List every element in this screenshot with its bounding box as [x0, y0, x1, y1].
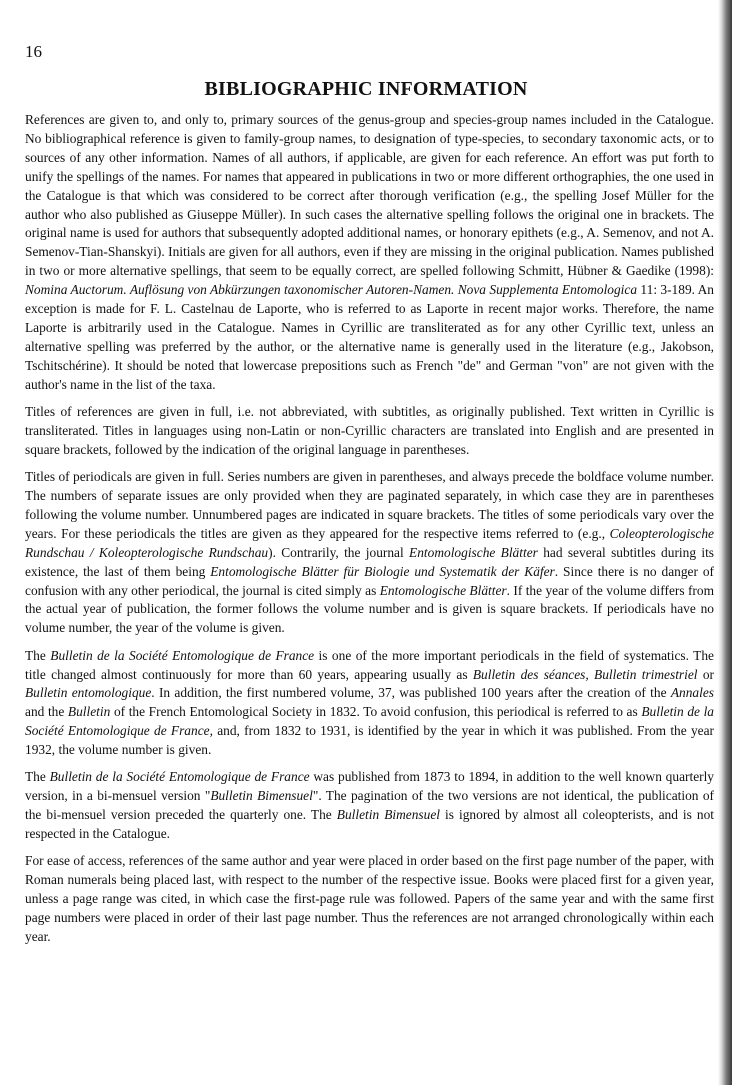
- text-run: ". The pagination of the two versions are not identical, the publication of the bi-mensuel version preceded the quarterly one. The: [25, 788, 714, 823]
- text-run: . Since there is no danger of confusion with any other periodical, the journal is cited simply as: [25, 563, 714, 598]
- text-run: ). Contrarily, the journal: [268, 544, 410, 560]
- text-run: Titles of references are given in full, i.e. not abbreviated, with subtitles, as originally published. Text written in Cyrillic is transliterated. Titles in languages using non-Latin or non-Cyrillic characters are translated into English and are presented in square brackets, followed by the indication of the original language in parentheses.: [25, 403, 714, 457]
- italic-text-run: Annales: [670, 685, 714, 701]
- text-run: . If the year of the volume differs from the actual year of publication, the former follows the volume number and is given is square brackets. If periodicals have no volume number, the year of the volume is given.: [25, 582, 714, 636]
- text-run: and the: [25, 704, 68, 720]
- italic-text-run: Bulletin Bimensuel: [210, 788, 313, 804]
- paragraph: [25, 403, 714, 460]
- italic-text-run: Bulletin: [67, 704, 111, 720]
- text-run: or: [697, 666, 714, 682]
- paragraph: [25, 468, 714, 638]
- text-run: References are given to, and only to, primary sources of the genus-group and species-group names included in the Catalogue. No bibliographical reference is given to family-group names, to designation of type-species, to secondary taxonomic acts, or to sources of any other information. Names of all authors, if applicable, are given for each reference. An effort was put forth to unify the spellings of the names. For names that appeared in publications in two or more different orthographies, the one used in the Catalogue is that which was considered to be correct after thorough verification (e.g., the spelling Josef Müller for the author who also published as Giuseppe Müller). In such cases the alternative spelling follows the original one in brackets. The original name is used for authors that subsequently adopted additional names, or honorary epithets (e.g., A. Semenov, and not A. Semenov-Tian-Shanskyi). Initials are given for all authors, even if they are missing in the original publication. Names published in two or more alternative spellings, that seem to be equally correct, are spelled following Schmitt, Hübner & Gaedike (1998):: [25, 112, 714, 279]
- text-run: For ease of access, references of the same author and year were placed in order based on the first page number of the paper, with Roman numerals being placed last, with respect to the number of the respective issue. Books were placed first for a given year, unless a page range was cited, in which case the first-page rule was followed. Papers of the same year and with the same first page numbers were placed in order of their last page number. Thus the references are not arranged chronologically within each year.: [25, 853, 714, 945]
- italic-text-run: Bulletin des séances, Bulletin trimestriel: [472, 666, 698, 682]
- page-number: 16: [25, 42, 42, 61]
- italic-text-run: Bulletin entomologique: [25, 685, 152, 701]
- page-edge-shadow: [718, 0, 732, 1085]
- text-run: was published from 1873 to 1894, in addition to the well known quarterly version, in a bi-mensuel version ": [25, 769, 715, 804]
- text-run: The: [25, 769, 50, 785]
- paragraph: [25, 111, 714, 395]
- paragraph: [25, 768, 714, 844]
- italic-text-run: Bulletin de la Société Entomologique de France,: [25, 704, 714, 739]
- italic-text-run: Entomologische Blätter für Biologie und Systematik der Käfer: [210, 563, 555, 579]
- text-run: is ignored by almost all coleopterists, and is not respected in the Catalogue.: [25, 807, 715, 842]
- italic-text-run: Bulletin de la Société Entomologique de France: [49, 769, 310, 785]
- text-run: . In addition, the first numbered volume, 37, was published 100 years after the creation of the: [151, 685, 671, 701]
- text-run: of the French Entomological Society in 1832. To avoid confusion, this periodical is referred to as: [110, 704, 642, 720]
- text-run: The: [25, 647, 51, 663]
- text-run: 11: 3-189. An exception is made for F. L. Castelnau de Laporte, who is referred to as Laporte in recent major works. Therefore, the name Laporte is arbitrarily used in the Catalogue. Names in Cyrillic are transliterated as for any other Cyrillic text, unless an alternative spelling was preferred by the author, or the alternative name is generally used in the literature (e.g., Jakobson, Tschitschérine). It should be noted that lowercase prepositions such as French "de" and German "von" are not given with the author's name in the list of the taxa.: [25, 282, 714, 392]
- paragraph: [25, 852, 714, 947]
- page-title: BIBLIOGRAPHIC INFORMATION: [204, 78, 528, 100]
- text-run: had several subtitles during its existence, the last of them being: [25, 544, 715, 579]
- italic-text-run: Bulletin de la Société Entomologique de France: [50, 647, 315, 663]
- text-run: Titles of periodicals are given in full. Series numbers are given in parentheses, and always precede the boldface volume number. The numbers of separate issues are only provided when they are paginated separately, in which case they are in parentheses following the volume number. Unnumbered pages are indicated in square brackets. The titles of some periodicals vary over the years. For these periodicals the titles are given as they appeared for the respective items referred to (e.g.,: [25, 469, 714, 541]
- italic-text-run: Bulletin Bimensuel: [336, 807, 441, 823]
- italic-text-run: Coleopterologische Rundschau / Koleopterologische Rundschau: [25, 525, 714, 560]
- text-run: is one of the more important periodicals in the field of systematics. The title changed almost continuously for more than 60 years, appearing usually as: [25, 647, 715, 682]
- italic-text-run: Nomina Auctorum. Auflösung von Abkürzungen taxonomischer Autoren-Namen. Nova Supplementa Entomologica: [25, 282, 638, 298]
- body-text: [25, 111, 714, 955]
- italic-text-run: Entomologische Blätter: [409, 544, 538, 560]
- italic-text-run: Entomologische Blätter: [379, 582, 507, 598]
- text-run: and, from 1832 to 1931, is identified by the year in which it was published. From the year 1932, the volume number is given.: [25, 723, 714, 758]
- paragraph: [25, 647, 714, 760]
